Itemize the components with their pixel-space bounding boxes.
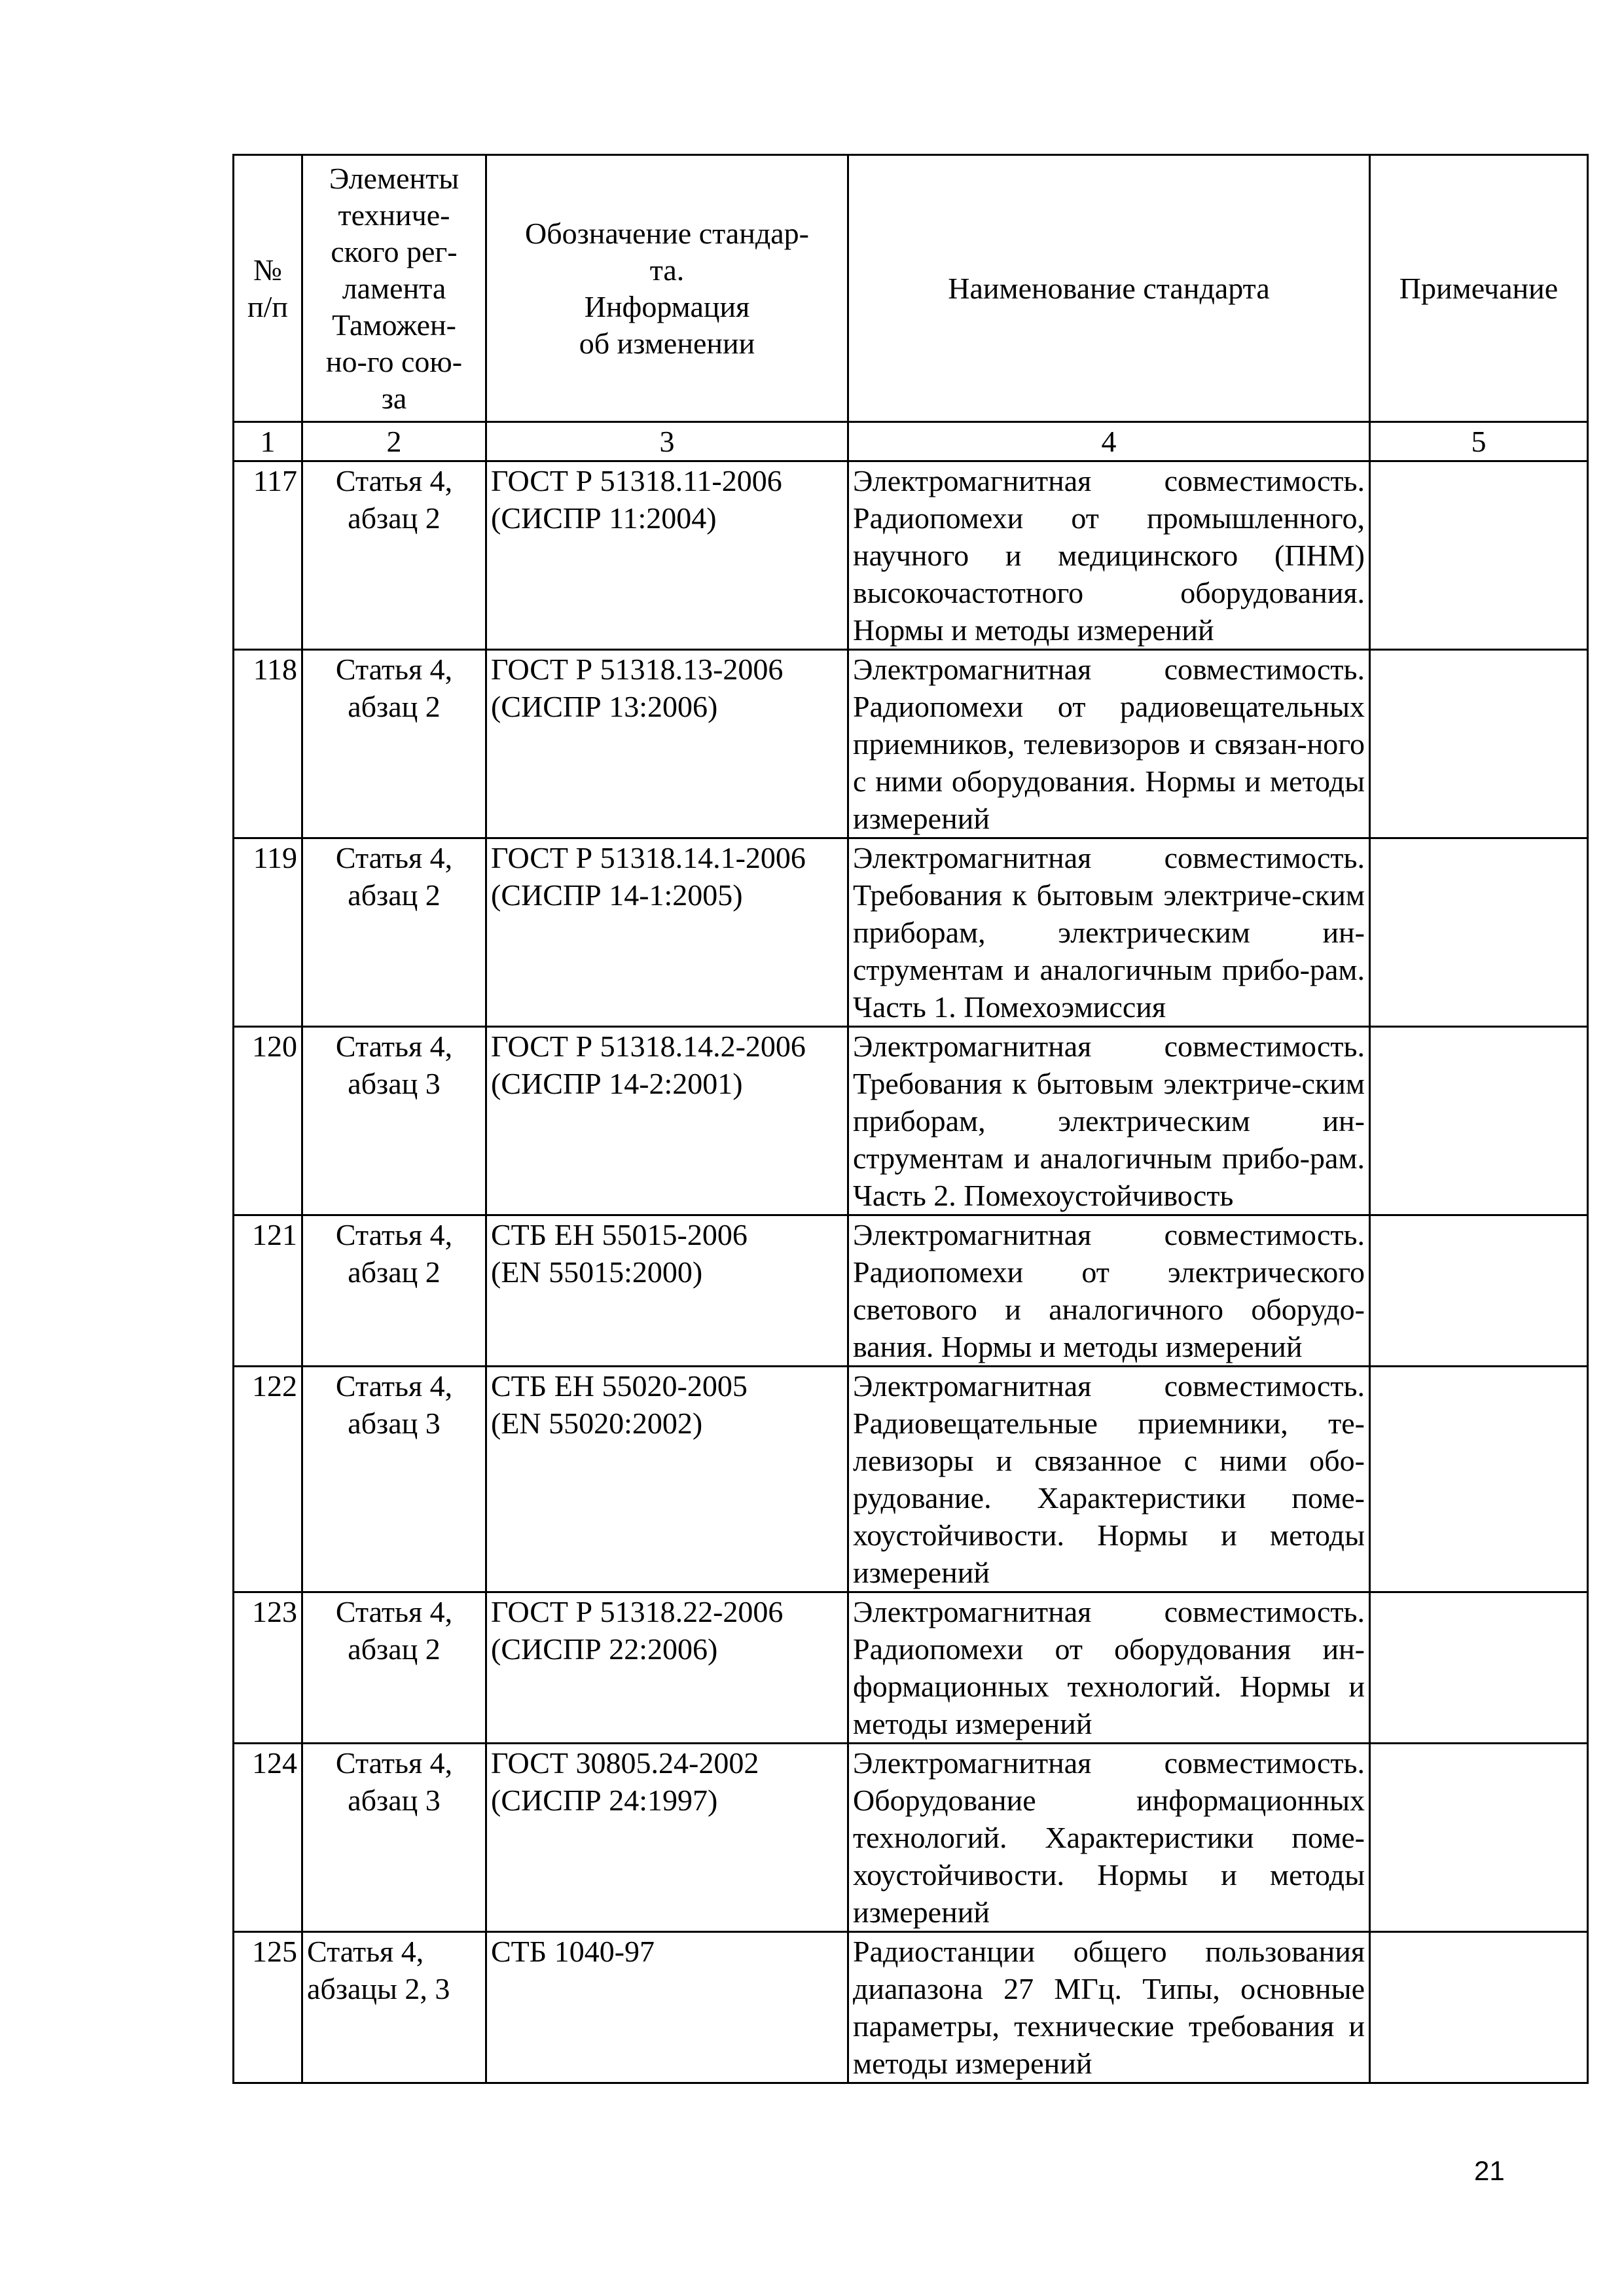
standard-name: Электромагнитная совместимость. Радиопомехи от электрического светового и аналогичного оборудо-вания. Нормы и методы измерений <box>848 1215 1370 1367</box>
table-row <box>234 1592 1588 1744</box>
regulation-element: Статья 4, абзац 2 <box>302 1592 486 1744</box>
standard-designation: ГОСТ Р 51318.11-2006 (СИСПР 11:2004) <box>486 461 848 650</box>
row-number: 118 <box>234 650 302 838</box>
note-cell <box>1370 1744 1588 1932</box>
standard-name: Электромагнитная совместимость. Требования к бытовым электриче-ским приборам, электрическим ин-струментам и аналогичным прибо-рам. Часть 1. Помехоэмиссия <box>848 838 1370 1027</box>
column-numbers-row <box>234 422 1588 461</box>
table-row <box>234 1744 1588 1932</box>
regulation-element: Статья 4, абзацы 2, 3 <box>302 1932 486 2083</box>
standard-designation: СТБ 1040-97 <box>486 1932 848 2083</box>
standard-name: Электромагнитная совместимость. Оборудование информационных технологий. Характеристики поме-хоустойчивости. Нормы и методы измерений <box>848 1744 1370 1932</box>
standard-designation: ГОСТ Р 51318.22-2006 (СИСПР 22:2006) <box>486 1592 848 1744</box>
regulation-element: Статья 4, абзац 2 <box>302 838 486 1027</box>
note-cell <box>1370 461 1588 650</box>
standard-name: Электромагнитная совместимость. Радиопомехи от оборудования ин-формационных технологий. Нормы и методы измерений <box>848 1592 1370 1744</box>
regulation-element: Статья 4, абзац 2 <box>302 1215 486 1367</box>
standard-name: Электромагнитная совместимость. Радиовещательные приемники, те-левизоры и связанное с ними обо-рудование. Характеристики поме-хоустойчивости. Нормы и методы измерений <box>848 1367 1370 1592</box>
standard-designation: СТБ ЕН 55020-2005 (EN 55020:2002) <box>486 1367 848 1592</box>
table-row <box>234 1027 1588 1215</box>
note-cell <box>1370 1367 1588 1592</box>
header-elements: Элементы техниче- ского рег- ламента Таможен- но-го сою- за <box>302 155 486 422</box>
row-number: 123 <box>234 1592 302 1744</box>
column-number: 2 <box>302 422 486 461</box>
standard-designation: СТБ ЕН 55015-2006 (EN 55015:2000) <box>486 1215 848 1367</box>
regulation-element: Статья 4, абзац 3 <box>302 1744 486 1932</box>
standard-designation: ГОСТ Р 51318.14.1-2006 (СИСПР 14-1:2005) <box>486 838 848 1027</box>
row-number: 121 <box>234 1215 302 1367</box>
regulation-element: Статья 4, абзац 3 <box>302 1367 486 1592</box>
row-number: 122 <box>234 1367 302 1592</box>
table-row <box>234 461 1588 650</box>
note-cell <box>1370 1027 1588 1215</box>
note-cell <box>1370 1592 1588 1744</box>
row-number: 117 <box>234 461 302 650</box>
standard-name: Электромагнитная совместимость. Радиопомехи от промышленного, научного и медицинского (ПНМ) высокочастотного оборудования. Нормы и методы измерений <box>848 461 1370 650</box>
note-cell <box>1370 1215 1588 1367</box>
header-note: Примечание <box>1370 155 1588 422</box>
header-no: № п/п <box>234 155 302 422</box>
row-number: 124 <box>234 1744 302 1932</box>
standard-name: Электромагнитная совместимость. Радиопомехи от радиовещательных приемников, телевизоров и связан-ного с ними оборудования. Нормы и методы измерений <box>848 650 1370 838</box>
table-row <box>234 1215 1588 1367</box>
page-number: 21 <box>1474 2155 1505 2186</box>
header-name: Наименование стандарта <box>848 155 1370 422</box>
standard-designation: ГОСТ Р 51318.13-2006 (СИСПР 13:2006) <box>486 650 848 838</box>
header-designation: Обозначение стандар- та. Информация об изменении <box>486 155 848 422</box>
standard-designation: ГОСТ 30805.24-2002 (СИСПР 24:1997) <box>486 1744 848 1932</box>
standard-name: Электромагнитная совместимость. Требования к бытовым электриче-ским приборам, электрическим ин-струментам и аналогичным прибо-рам. Часть 2. Помехоустойчивость <box>848 1027 1370 1215</box>
regulation-element: Статья 4, абзац 3 <box>302 1027 486 1215</box>
table-header-row <box>234 155 1588 422</box>
column-number: 3 <box>486 422 848 461</box>
table-row <box>234 1367 1588 1592</box>
row-number: 125 <box>234 1932 302 2083</box>
regulation-element: Статья 4, абзац 2 <box>302 650 486 838</box>
note-cell <box>1370 838 1588 1027</box>
note-cell <box>1370 1932 1588 2083</box>
column-number: 1 <box>234 422 302 461</box>
table-row <box>234 650 1588 838</box>
standard-designation: ГОСТ Р 51318.14.2-2006 (СИСПР 14-2:2001) <box>486 1027 848 1215</box>
note-cell <box>1370 650 1588 838</box>
row-number: 119 <box>234 838 302 1027</box>
table-row <box>234 1932 1588 2083</box>
column-number: 4 <box>848 422 1370 461</box>
column-number: 5 <box>1370 422 1588 461</box>
standard-name: Радиостанции общего пользования диапазона 27 МГц. Типы, основные параметры, технические требования и методы измерений <box>848 1932 1370 2083</box>
row-number: 120 <box>234 1027 302 1215</box>
regulation-element: Статья 4, абзац 2 <box>302 461 486 650</box>
table-row <box>234 838 1588 1027</box>
standards-table <box>232 154 1589 2084</box>
